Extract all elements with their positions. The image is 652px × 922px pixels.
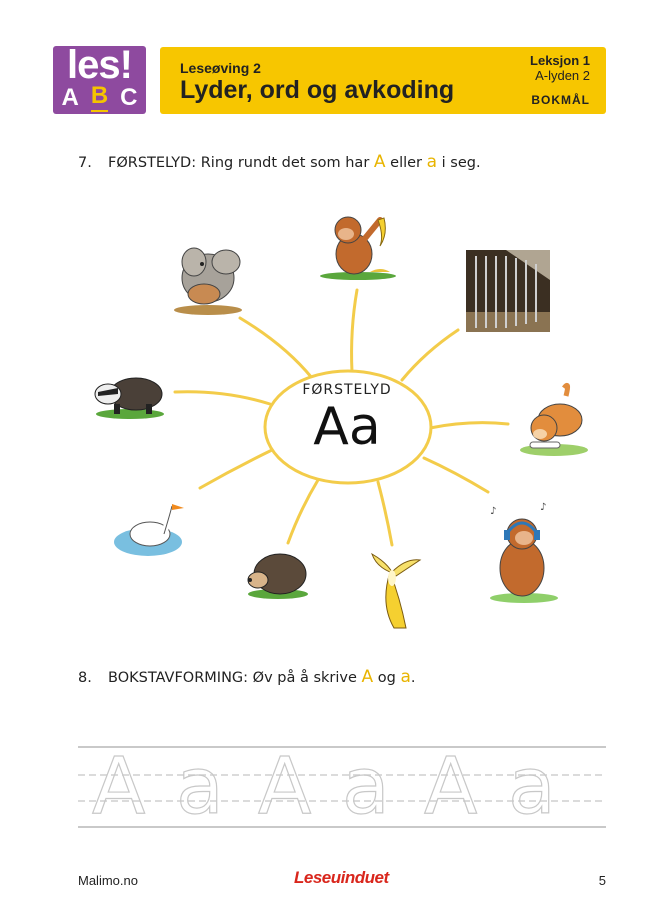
sun-ray [430, 423, 508, 428]
sun-ray [402, 330, 458, 380]
task-7-prefix: FØRSTELYD: Ring rundt det som har [108, 155, 370, 171]
badger-picture[interactable] [92, 364, 166, 420]
language-label: BOKMÅL [531, 93, 590, 107]
header-subtitle: Leseøving 2 [180, 60, 261, 76]
monkey-with-headphones-picture[interactable] [488, 500, 560, 604]
svg-text:♪: ♪ [540, 502, 547, 513]
tracing-letter: a [342, 742, 390, 832]
sun-ray [175, 392, 270, 404]
task-7-middle: eller [390, 155, 423, 171]
logo-letter-c: C [120, 84, 138, 111]
tracing-letter: a [508, 742, 556, 832]
lesson-number: Leksjon 1 [530, 53, 590, 68]
task-8-number: 8. [78, 670, 92, 686]
footer-brand-logo: Leseuinduet [294, 868, 389, 887]
page-number: 5 [598, 873, 606, 888]
tracing-letter: A [424, 742, 478, 832]
task-8-suffix: . [410, 670, 416, 686]
tracing-letter: A [92, 742, 146, 832]
task-8-upper-letter: A [361, 667, 374, 687]
sun-ray [352, 290, 357, 372]
center-label: FØRSTELYD [302, 382, 392, 398]
footer-site: Malimo.no [78, 873, 138, 888]
task-8-middle: og [377, 670, 396, 686]
monkey-with-banana-picture[interactable] [318, 206, 402, 282]
lesson-subtitle: A-lyden 2 [535, 68, 590, 83]
task-8-prefix: BOKSTAVFORMING: Øv på å skrive [108, 670, 357, 686]
tracing-letter: a [176, 742, 224, 832]
swan-picture[interactable] [112, 494, 188, 558]
logo-les-text: les! [67, 43, 132, 87]
sun-ray [240, 318, 312, 378]
logo-letter-a: A [61, 84, 79, 111]
task-7-lower-letter: a [426, 152, 438, 172]
banana-picture[interactable] [366, 548, 426, 630]
sun-ray [378, 482, 392, 545]
task-8-instruction [78, 667, 415, 687]
cage-picture[interactable] [466, 250, 550, 332]
sun-ray [288, 480, 318, 543]
elephant-picture[interactable] [170, 238, 248, 316]
dog-with-bone-picture[interactable] [518, 378, 590, 458]
hedgehog-picture[interactable] [244, 546, 310, 600]
sun-ray [200, 450, 272, 488]
task-7-upper-letter: A [373, 152, 386, 172]
center-letter: Aa [313, 397, 381, 457]
task-7-number: 7. [78, 155, 92, 171]
task-7-suffix: i seg. [441, 155, 481, 171]
task-8-lower-letter: a [400, 667, 411, 687]
tracing-letter: A [258, 742, 312, 832]
svg-text:♪: ♪ [490, 506, 497, 517]
sun-ray [424, 458, 488, 492]
page-title: Lyder, ord og avkoding [180, 76, 455, 104]
logo-letter-b: B [91, 84, 108, 112]
